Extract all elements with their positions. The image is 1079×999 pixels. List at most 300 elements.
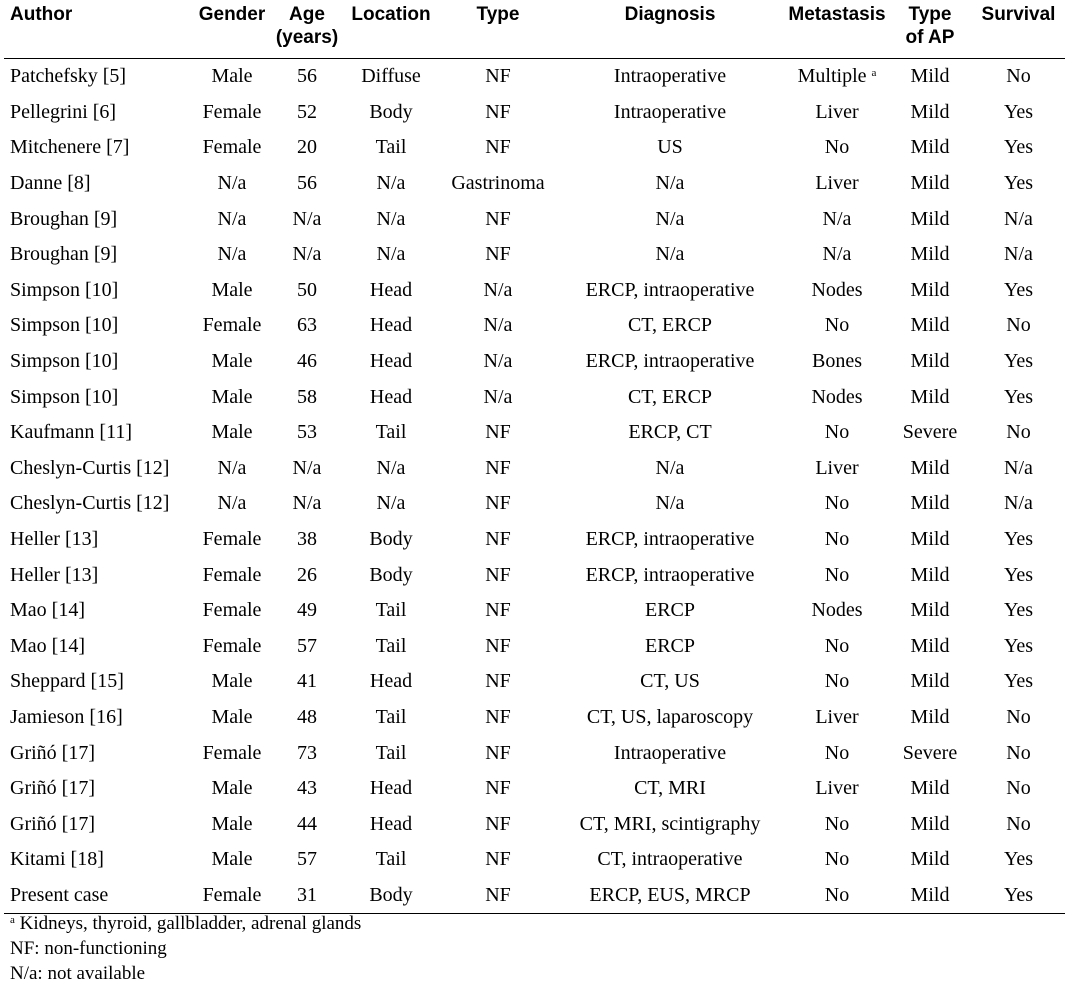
cell-metastasis: [786, 486, 888, 522]
cell-ap: [888, 130, 972, 166]
cell-location-text: Tail: [375, 705, 407, 728]
cell-gender: [190, 344, 274, 380]
cell-diagnosis: [554, 59, 786, 95]
cell-age: [274, 842, 340, 878]
cell-author: [4, 806, 190, 842]
cell-gender-text: Male: [211, 421, 253, 444]
cell-gender: [190, 308, 274, 344]
cell-type-text: NF: [485, 456, 511, 479]
cell-gender-text: Female: [202, 634, 262, 657]
cell-type: [442, 166, 554, 202]
cell-metastasis: [786, 201, 888, 237]
cell-metastasis-text: No: [824, 136, 850, 159]
cell-ap: [888, 664, 972, 700]
cell-gender: [190, 95, 274, 131]
cell-survival-text: N/a: [1004, 207, 1033, 230]
cell-gender-text: Male: [211, 670, 253, 693]
cell-ap: [888, 95, 972, 131]
cell-ap-text: Mild: [910, 528, 950, 551]
cell-survival: [972, 735, 1065, 771]
cell-author-text: Present case: [10, 883, 109, 906]
cell-author: [4, 629, 190, 665]
cell-author-text: Kaufmann [11]: [10, 421, 132, 444]
cell-age: [274, 735, 340, 771]
cell-location-text: N/a: [376, 492, 406, 515]
cell-type-text: N/a: [483, 350, 513, 373]
cell-author-text: Griñó [17]: [10, 812, 95, 835]
cell-survival-text: N/a: [1004, 243, 1033, 266]
cell-diagnosis-text: ERCP, intraoperative: [585, 528, 755, 551]
cell-survival: [972, 308, 1065, 344]
footnote-a-text: Kidneys, thyroid, gallbladder, adrenal glands: [14, 913, 362, 934]
cell-diagnosis-text: CT, ERCP: [627, 314, 713, 337]
cell-metastasis-text: Nodes: [811, 599, 863, 622]
cell-diagnosis-text: ERCP, CT: [628, 421, 712, 444]
cell-survival-text: Yes: [1003, 172, 1034, 195]
cell-author-text: Jamieson [16]: [10, 705, 123, 728]
cell-metastasis: [786, 95, 888, 131]
cell-survival: [972, 486, 1065, 522]
cell-location: [340, 771, 442, 807]
cell-location: [340, 308, 442, 344]
cell-author: [4, 344, 190, 380]
cell-type: [442, 201, 554, 237]
cell-age-text: 43: [297, 777, 317, 800]
cell-metastasis-text: No: [824, 670, 850, 693]
cell-gender: [190, 130, 274, 166]
footnote-na: N/a: not available: [10, 963, 146, 984]
cell-gender-text: Male: [211, 705, 253, 728]
cell-diagnosis-text: CT, US: [640, 670, 700, 693]
cell-diagnosis: [554, 557, 786, 593]
cell-age-text: 46: [297, 350, 317, 373]
cell-author-text: Simpson [10]: [10, 278, 119, 301]
cell-author-text: Patchefsky [5]: [10, 65, 127, 88]
cell-author: [4, 166, 190, 202]
cell-metastasis: [786, 700, 888, 736]
cell-location: [340, 95, 442, 131]
cell-age: [274, 237, 340, 273]
cell-metastasis: [786, 415, 888, 451]
cell-metastasis-text: No: [824, 848, 850, 871]
cell-author: [4, 95, 190, 131]
cell-location-text: N/a: [376, 456, 406, 479]
table-row: [4, 700, 1065, 736]
cell-author-text: Kitami [18]: [10, 848, 104, 871]
cell-metastasis: [786, 735, 888, 771]
table-row: [4, 451, 1065, 487]
cell-type-text: NF: [485, 136, 511, 159]
cell-ap: [888, 522, 972, 558]
header-age-line1: Age: [289, 4, 325, 25]
cell-diagnosis: [554, 629, 786, 665]
cell-gender: [190, 237, 274, 273]
cell-diagnosis: [554, 344, 786, 380]
cell-author: [4, 273, 190, 309]
cell-author-text: Griñó [17]: [10, 777, 95, 800]
cell-survival-text: Yes: [1003, 136, 1034, 159]
cell-location-text: N/a: [376, 207, 406, 230]
cell-survival: [972, 344, 1065, 380]
cell-survival-text: No: [1006, 705, 1031, 728]
cell-metastasis: [786, 130, 888, 166]
table-row: [4, 130, 1065, 166]
cell-location-text: N/a: [376, 243, 406, 266]
cell-ap-text: Mild: [910, 136, 950, 159]
cell-age-text: 41: [297, 670, 317, 693]
cell-type: [442, 415, 554, 451]
footnote-a: [10, 908, 361, 936]
cell-survival: [972, 59, 1065, 95]
cell-type-text: NF: [485, 65, 511, 88]
cell-age: [274, 95, 340, 131]
table-row: [4, 237, 1065, 273]
table-row: [4, 166, 1065, 202]
cell-type: [442, 593, 554, 629]
cell-ap-text: Mild: [910, 65, 950, 88]
header-diagnosis: Diagnosis: [554, 3, 786, 59]
cell-type-text: NF: [485, 492, 511, 515]
cell-ap-text: Mild: [910, 563, 950, 586]
cell-survival: [972, 95, 1065, 131]
cell-survival: [972, 806, 1065, 842]
cell-ap-text: Mild: [910, 705, 950, 728]
cell-gender: [190, 842, 274, 878]
header-location: Location: [340, 3, 442, 59]
cell-gender-text: Male: [211, 385, 253, 408]
cell-gender-text: Male: [211, 777, 253, 800]
cell-metastasis: [786, 806, 888, 842]
cell-location: [340, 629, 442, 665]
cell-type: [442, 878, 554, 914]
cell-age-text: 48: [297, 705, 317, 728]
cell-ap-text: Mild: [910, 777, 950, 800]
cell-ap: [888, 59, 972, 95]
cell-type: [442, 842, 554, 878]
cell-diagnosis: [554, 593, 786, 629]
cell-ap-text: Mild: [910, 100, 950, 123]
cell-gender-text: N/a: [217, 492, 247, 515]
cell-author: [4, 593, 190, 629]
cell-age-text: 63: [297, 314, 317, 337]
cell-metastasis: [786, 557, 888, 593]
cell-survival-text: Yes: [1003, 278, 1034, 301]
cell-ap: [888, 806, 972, 842]
cell-age-text: N/a: [292, 492, 322, 515]
table-footnotes: [10, 908, 361, 986]
cell-gender: [190, 771, 274, 807]
cell-location-text: Head: [369, 777, 413, 800]
cell-type-text: NF: [485, 528, 511, 551]
cell-type: [442, 629, 554, 665]
table-row: [4, 201, 1065, 237]
cell-author-text: Broughan [9]: [10, 207, 118, 230]
cell-age-text: 26: [297, 563, 317, 586]
cell-location: [340, 273, 442, 309]
cell-diagnosis: [554, 95, 786, 131]
cell-ap-text: Mild: [910, 314, 950, 337]
cell-ap: [888, 735, 972, 771]
literature-cases-table: [4, 3, 1065, 914]
cell-metastasis-text: No: [824, 421, 850, 444]
cell-diagnosis: [554, 806, 786, 842]
cell-metastasis-text: No: [824, 883, 850, 906]
cell-metastasis-text: Multiple: [797, 65, 867, 88]
cell-age-text: 52: [297, 100, 317, 123]
cell-age: [274, 201, 340, 237]
cell-metastasis: [786, 237, 888, 273]
cell-type-text: NF: [485, 812, 511, 835]
cell-location-text: Body: [369, 883, 413, 906]
cell-metastasis: [786, 593, 888, 629]
cell-age: [274, 451, 340, 487]
cell-type: [442, 806, 554, 842]
cell-metastasis-text: No: [824, 528, 850, 551]
cell-gender: [190, 273, 274, 309]
cell-author-text: Simpson [10]: [10, 314, 119, 337]
cell-location: [340, 130, 442, 166]
cell-age-text: 50: [297, 278, 317, 301]
table-row: [4, 95, 1065, 131]
cell-location: [340, 557, 442, 593]
cell-survival-text: No: [1006, 812, 1031, 835]
cell-author: [4, 842, 190, 878]
cell-survival: [972, 771, 1065, 807]
cell-diagnosis: [554, 379, 786, 415]
cell-metastasis-text: No: [824, 492, 850, 515]
cell-age: [274, 130, 340, 166]
cell-ap: [888, 273, 972, 309]
cell-age: [274, 415, 340, 451]
cell-age: [274, 273, 340, 309]
header-gender: Gender: [190, 3, 274, 59]
cell-location: [340, 593, 442, 629]
cell-author-text: Pellegrini [6]: [10, 100, 117, 123]
cell-type: [442, 522, 554, 558]
cell-survival: [972, 664, 1065, 700]
cell-type-text: NF: [485, 100, 511, 123]
cell-survival-text: Yes: [1003, 385, 1034, 408]
header-age-line2: (years): [275, 27, 339, 48]
cell-survival: [972, 557, 1065, 593]
cell-type: [442, 379, 554, 415]
header-type-ap-line2: of AP: [905, 27, 955, 48]
cell-gender-text: Female: [202, 563, 262, 586]
cell-diagnosis-text: N/a: [655, 492, 685, 515]
cell-location-text: Head: [369, 812, 413, 835]
cell-gender-text: Male: [211, 812, 253, 835]
cell-diagnosis-text: CT, MRI, scintigraphy: [579, 812, 761, 835]
cell-location: [340, 664, 442, 700]
cell-ap-text: Mild: [910, 883, 950, 906]
cell-age-text: 56: [297, 65, 317, 88]
cell-gender-text: N/a: [217, 243, 247, 266]
table-row: [4, 522, 1065, 558]
cell-survival: [972, 201, 1065, 237]
cell-diagnosis: [554, 237, 786, 273]
cell-metastasis-text: N/a: [822, 207, 852, 230]
cell-survival-text: N/a: [1004, 492, 1033, 515]
cell-type-text: NF: [485, 848, 511, 871]
cell-type: [442, 486, 554, 522]
cell-author-text: Cheslyn-Curtis [12]: [10, 456, 170, 479]
cell-ap: [888, 379, 972, 415]
cell-ap: [888, 237, 972, 273]
cell-author-text: Mao [14]: [10, 599, 85, 622]
cell-metastasis: [786, 379, 888, 415]
cell-metastasis-text: No: [824, 741, 850, 764]
cell-metastasis-text: Liver: [815, 456, 859, 479]
cell-type: [442, 59, 554, 95]
cell-type: [442, 95, 554, 131]
cell-diagnosis-text: CT, intraoperative: [597, 848, 743, 871]
cell-survival: [972, 842, 1065, 878]
cell-type-text: N/a: [483, 278, 513, 301]
cell-author: [4, 130, 190, 166]
cell-age: [274, 806, 340, 842]
cell-location-text: N/a: [376, 172, 406, 195]
cell-location-text: Body: [369, 528, 413, 551]
cell-survival: [972, 130, 1065, 166]
cell-survival: [972, 522, 1065, 558]
cell-location-text: Tail: [375, 599, 407, 622]
cell-diagnosis-text: CT, ERCP: [627, 385, 713, 408]
cell-age-text: 53: [297, 421, 317, 444]
cell-metastasis-text: No: [824, 812, 850, 835]
cell-location: [340, 700, 442, 736]
cell-location: [340, 201, 442, 237]
cell-location-text: Head: [369, 385, 413, 408]
cell-diagnosis-text: ERCP, intraoperative: [585, 278, 755, 301]
table-row: [4, 415, 1065, 451]
cell-ap-text: Mild: [910, 243, 950, 266]
cell-diagnosis: [554, 878, 786, 914]
cell-type-text: NF: [485, 563, 511, 586]
cell-gender: [190, 700, 274, 736]
cell-diagnosis: [554, 308, 786, 344]
cell-age: [274, 629, 340, 665]
cell-age: [274, 522, 340, 558]
cell-author: [4, 664, 190, 700]
cell-author-text: Griñó [17]: [10, 741, 95, 764]
cell-location-text: Diffuse: [361, 65, 421, 88]
cell-author: [4, 735, 190, 771]
header-type-ap-line1: Type: [908, 4, 952, 25]
cell-type: [442, 344, 554, 380]
cell-author-text: Mitchenere [7]: [10, 136, 130, 159]
cell-author-text: Simpson [10]: [10, 350, 119, 373]
cell-location-text: Body: [369, 563, 413, 586]
cell-gender-text: Male: [211, 848, 253, 871]
cell-location: [340, 486, 442, 522]
cell-author-text: Danne [8]: [10, 172, 91, 195]
cell-type: [442, 237, 554, 273]
cell-metastasis-text: Liver: [815, 100, 859, 123]
cell-age-text: 20: [297, 136, 317, 159]
cell-diagnosis: [554, 522, 786, 558]
cell-ap-text: Mild: [910, 278, 950, 301]
cell-type: [442, 273, 554, 309]
cell-age: [274, 59, 340, 95]
cell-ap-text: Mild: [910, 634, 950, 657]
cell-diagnosis: [554, 664, 786, 700]
cell-ap-text: Mild: [910, 207, 950, 230]
cell-diagnosis: [554, 166, 786, 202]
table-row: [4, 379, 1065, 415]
cell-age-text: 73: [297, 741, 317, 764]
cell-author: [4, 771, 190, 807]
cell-author: [4, 522, 190, 558]
cell-diagnosis: [554, 735, 786, 771]
cell-ap: [888, 308, 972, 344]
cell-type: [442, 308, 554, 344]
cell-gender-text: Female: [202, 599, 262, 622]
cell-survival-text: No: [1006, 421, 1031, 444]
cell-diagnosis-text: ERCP: [644, 634, 696, 657]
cell-gender: [190, 486, 274, 522]
cell-age-text: N/a: [292, 243, 322, 266]
cell-ap-text: Mild: [910, 350, 950, 373]
table-row: [4, 806, 1065, 842]
table-row: [4, 273, 1065, 309]
cell-ap: [888, 878, 972, 914]
cell-gender-text: Male: [211, 350, 253, 373]
cell-location-text: Tail: [375, 136, 407, 159]
cell-survival-text: Yes: [1003, 350, 1034, 373]
cell-author-text: Broughan [9]: [10, 243, 118, 266]
header-age: [274, 3, 340, 59]
cell-author: [4, 415, 190, 451]
header-type-of-ap: [888, 3, 972, 59]
cell-age: [274, 664, 340, 700]
cell-survival-text: Yes: [1003, 563, 1034, 586]
cell-gender: [190, 557, 274, 593]
cell-ap: [888, 166, 972, 202]
cell-survival: [972, 700, 1065, 736]
cell-ap: [888, 557, 972, 593]
cell-type-text: N/a: [483, 314, 513, 337]
cell-survival-text: No: [1006, 314, 1031, 337]
footnote-a-marker: a: [10, 914, 15, 926]
cell-gender: [190, 735, 274, 771]
cell-ap: [888, 700, 972, 736]
cell-location: [340, 344, 442, 380]
table-row: [4, 486, 1065, 522]
cell-age-text: 57: [297, 634, 317, 657]
cell-metastasis-text: Liver: [815, 172, 859, 195]
cell-ap: [888, 593, 972, 629]
cell-survival: [972, 237, 1065, 273]
cell-ap-text: Mild: [910, 812, 950, 835]
cell-type: [442, 735, 554, 771]
cell-ap-text: Mild: [910, 599, 950, 622]
cell-survival-text: Yes: [1003, 670, 1034, 693]
cell-ap: [888, 486, 972, 522]
header-type: Type: [442, 3, 554, 59]
cell-survival-text: No: [1006, 741, 1031, 764]
cell-author-text: Cheslyn-Curtis [12]: [10, 492, 170, 515]
footnote-marker: a: [871, 67, 877, 80]
header-author: Author: [4, 3, 190, 59]
cell-ap: [888, 344, 972, 380]
cell-metastasis-text: Nodes: [811, 278, 863, 301]
cell-gender-text: Female: [202, 136, 262, 159]
cell-metastasis-text: No: [824, 634, 850, 657]
cell-age: [274, 771, 340, 807]
cell-survival-text: No: [1006, 65, 1031, 88]
cell-survival-text: Yes: [1003, 599, 1034, 622]
cell-type-text: NF: [485, 421, 511, 444]
